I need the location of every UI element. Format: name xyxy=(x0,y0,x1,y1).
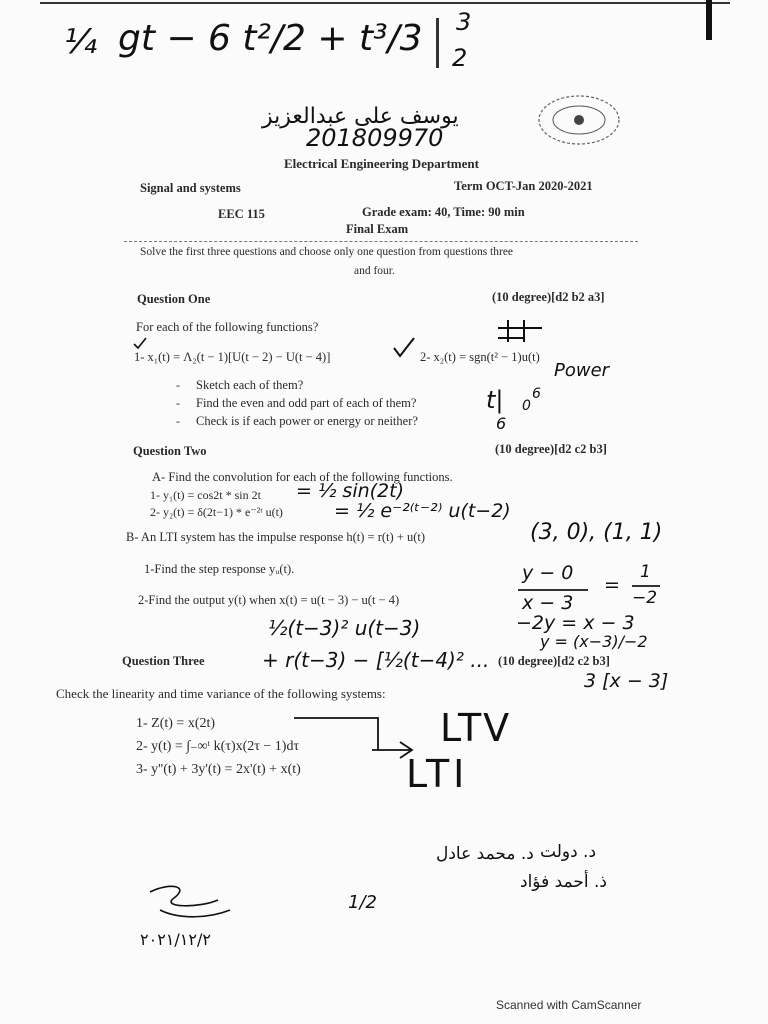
hand-points: (3, 0), (1, 1) xyxy=(530,520,663,545)
q3-marks: (10 degree)[d2 c2 b3] xyxy=(498,654,610,668)
hand-equals: = xyxy=(604,574,620,596)
hand-eq-main: gt − 6 t²/2 + t³/3 xyxy=(118,18,423,59)
q3-system-3: 3- y''(t) + 3y'(t) = 2x'(t) + x(t) xyxy=(136,762,301,777)
header-divider xyxy=(124,241,638,242)
q2-b2: 2-Find the output y(t) when x(t) = u(t − 3) − u(t − 4) xyxy=(138,593,400,607)
university-seal-icon xyxy=(536,92,622,148)
q2-a1: 1- y₁(t) = cos2t * sin 2t xyxy=(150,488,261,502)
department: Electrical Engineering Department xyxy=(284,156,479,171)
hand-sketch-icon xyxy=(494,316,546,346)
q1-bullet-2: Find the even and odd part of each of them? xyxy=(196,396,417,410)
student-id: 201809970 xyxy=(306,124,444,152)
hand-answer-1: ½(t−3)² u(t−3) xyxy=(268,616,421,640)
scan-edge xyxy=(706,0,712,40)
instructions-line2: and four. xyxy=(354,265,395,277)
top-border xyxy=(40,2,730,4)
hand-ltv: LTV xyxy=(440,706,512,750)
page-number: 1/2 xyxy=(348,892,377,913)
course-code: EEC 115 xyxy=(218,207,265,221)
q3-prompt: Check the linearity and time variance of the following systems: xyxy=(56,686,386,701)
check-mark-icon xyxy=(132,336,148,350)
course-name: Signal and systems xyxy=(140,181,241,195)
hand-a1-answer: = ½ sin(2t) xyxy=(296,480,404,502)
check-mark-icon xyxy=(392,336,416,358)
signature-arabic-1: د. محمد عادل xyxy=(436,844,534,864)
hand-fraction-bar xyxy=(632,585,660,587)
q2-title: Question Two xyxy=(133,444,207,458)
hand-eq3: 3 [x − 3] xyxy=(584,670,669,692)
q2-b1: 1-Find the step response yᵤ(t). xyxy=(144,562,295,576)
q3-title: Question Three xyxy=(122,654,205,668)
q1-title: Question One xyxy=(137,292,211,306)
hand-slope-num: y − 0 xyxy=(522,562,574,584)
hand-lti: LTI xyxy=(406,752,469,796)
q1-prompt: For each of the following functions? xyxy=(136,320,319,334)
hand-a2-answer: = ½ e⁻²⁽ᵗ⁻²⁾ u(t−2) xyxy=(334,500,511,522)
hand-eq2: y = (x−3)/−2 xyxy=(540,632,648,651)
hand-eval-upper: 3 xyxy=(456,8,472,36)
q1-bullet-3: Check is if each power or energy or neither? xyxy=(196,414,418,428)
hand-slope-den: x − 3 xyxy=(522,592,574,614)
signature-icon xyxy=(140,880,240,930)
exam-page: ¼ gt − 6 t²/2 + t³/3 3 2 يوسف على عبدالعزيز 201809970 Electrical Engineering Department Signal and systems Term OCT-Jan 2020-2021 EEC 115 Grade exam: 40, Time: 90 min Final Exam Solve the first three questions and choose only one question from questions three and four. Question One (10 degree)[d2 b2 a3] For each of the following functions? 1- x₁(t) = Λ₂(t − 1)[U(t − 2) − U(t − 4)] 2- x₂(t) = sgn(t² − 1)u(t) Power - Sketch each of them? - Find the even and odd part of each of them? - Check is if each power or energy or neither? t| 0 6 6 Question Two (10 degree)[d2 c2 b3] A- Find the convolution for each of the following functions. 1- y₁(t) = cos2t * sin 2t = ½ sin(2t) 2- y₂(t) = δ(2t−1) * e⁻²ᵗ u(t) = ½ e⁻²⁽ᵗ⁻²⁾ u(t−2) B- An LTI system has the impulse response h(t) = r(t) + u(t) (3, 0), (1, 1) 1-Find the step response yᵤ(t). 2-Find the output y(t) when x(t) = u(t − 3) − u(t − 4) y − 0 x − 3 = 1 −2 −2y = x − 3 y = (x−3)/−2 3 [x − 3] ½(t−3)² u(t−3) + r(t−3) − [½(t−4)² ... Question Three (10 degree)[d2 c2 b3] Check the linearity and time variance of the following systems: 1- Z(t) = x(2t) 2- y(t) = ∫₋∞ᵗ k(τ)x(2τ − 1)dτ 3- y''(t) + 3y'(t) = 2x'(t) + x(t) LTV LTI د. محمد عادل د. دولت ذ. أحمد فؤاد ٢٠٢١/١٢/٢ 1/2 Scanned with CamScanner xyxy=(0,0,768,1024)
q3-system-2: 2- y(t) = ∫₋∞ᵗ k(τ)x(2τ − 1)dτ xyxy=(136,739,300,754)
q2-part-a: A- Find the convolution for each of the following functions. xyxy=(152,470,453,484)
hand-slope-rden: −2 xyxy=(632,588,658,608)
term: Term OCT-Jan 2020-2021 xyxy=(454,179,593,193)
signature-arabic-2: د. دولت xyxy=(540,842,597,862)
hand-eq1: −2y = x − 3 xyxy=(516,612,635,634)
hand-answer-2: + r(t−3) − [½(t−4)² ... xyxy=(262,648,490,672)
signature-arabic-3: ذ. أحمد فؤاد xyxy=(520,872,607,892)
hand-eq-fraction: ¼ xyxy=(64,22,97,62)
q2-marks: (10 degree)[d2 c2 b3] xyxy=(495,442,607,456)
hand-slope-rnum: 1 xyxy=(640,562,651,582)
hand-eval-bar xyxy=(436,18,439,68)
q2-part-b: B- An LTI system has the impulse response h(t) = r(t) + u(t) xyxy=(126,530,426,544)
instructions-line1: Solve the first three questions and choose only one question from questions three xyxy=(140,246,514,258)
q3-system-1: 1- Z(t) = x(2t) xyxy=(136,716,216,731)
q1-function-1: 1- x₁(t) = Λ₂(t − 1)[U(t − 2) − U(t − 4)] xyxy=(134,350,331,364)
q2-a2: 2- y₂(t) = δ(2t−1) * e⁻²ᵗ u(t) xyxy=(150,505,283,519)
hand-integral: t| xyxy=(486,386,504,414)
hand-integral-below: 6 xyxy=(496,414,507,433)
hand-integral-sup: 6 xyxy=(532,386,541,402)
student-name: يوسف على عبدالعزيز xyxy=(262,104,459,129)
hand-power: Power xyxy=(554,360,610,381)
q1-function-2: 2- x₂(t) = sgn(t² − 1)u(t) xyxy=(420,350,540,364)
hand-integral-sub: 0 xyxy=(522,398,531,414)
q1-bullet-1: Sketch each of them? xyxy=(196,378,304,392)
hand-fraction-bar xyxy=(518,589,588,591)
hand-eval-lower: 2 xyxy=(452,44,468,72)
grade-info: Grade exam: 40, Time: 90 min xyxy=(362,205,525,219)
q1-marks: (10 degree)[d2 b2 a3] xyxy=(492,290,605,304)
exam-type: Final Exam xyxy=(346,222,409,236)
camscanner-watermark: Scanned with CamScanner xyxy=(496,998,642,1012)
signature-date: ٢٠٢١/١٢/٢ xyxy=(140,930,211,949)
